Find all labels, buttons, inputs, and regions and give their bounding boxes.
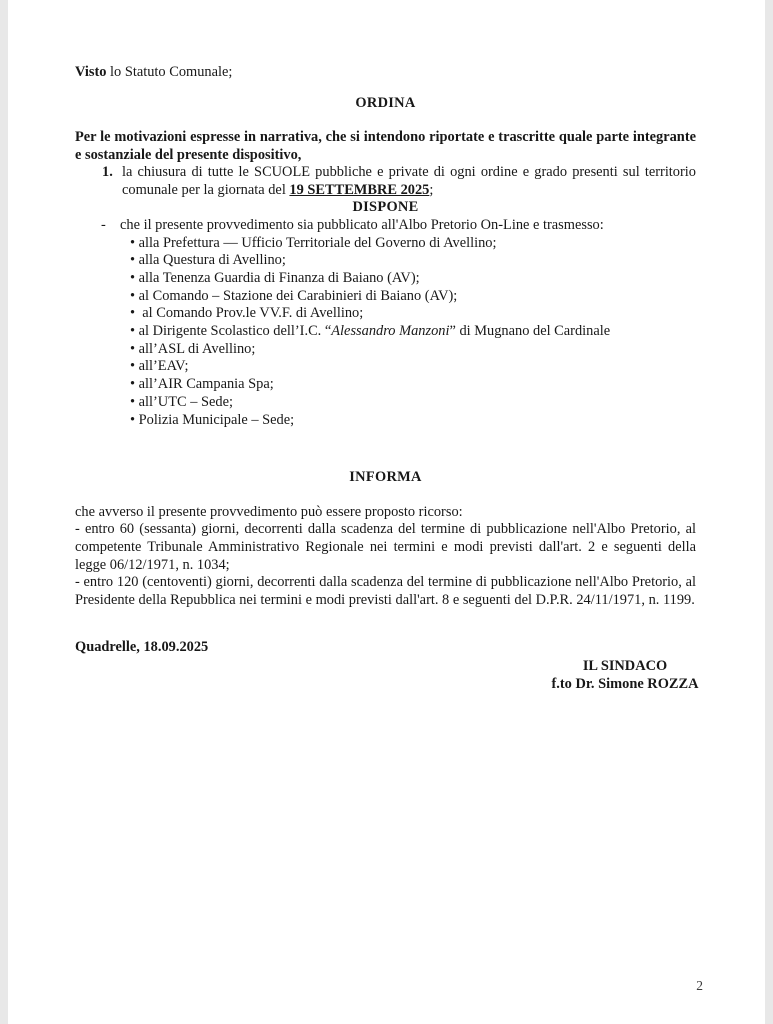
list-item: • alla Tenenza Guardia di Finanza di Baiano (AV); <box>130 269 420 286</box>
list-item: • alla Questura di Avellino; <box>130 252 286 269</box>
signature-title: IL SINDACO <box>582 658 668 675</box>
informa-paragraph-1: - entro 60 (sessanta) giorni, decorrenti dalla scadenza del termine di pubblicazione nell'Albo Pretorio, al competente Tribunale Amministrativo Regionale nei termini e modi previsti dall'art. 2 e seguenti della legge 06/12/1971, n. 1034; <box>75 521 696 573</box>
page-number: 2 <box>696 978 703 993</box>
spacer <box>75 112 696 129</box>
school-prefix: • al Dirigente Scolastico dell’I.C. “ <box>130 323 332 340</box>
informa-lead: che avverso il presente provvedimento può essere proposto ricorso: <box>75 503 463 520</box>
signature-area <box>75 657 699 697</box>
ordina-item-1-suffix: ; <box>429 181 434 198</box>
spacer <box>75 487 696 504</box>
ordina-item-1-date: 19 SETTEMBRE 2025 <box>289 181 430 198</box>
heading-dispone: DISPONE <box>352 199 419 216</box>
signature-place-date: Quadrelle, 18.09.2025 <box>75 639 209 656</box>
list-item: • al Comando Prov.le VV.F. di Avellino; <box>130 305 364 322</box>
list-item: • all’AIR Campania Spa; <box>130 376 274 393</box>
visto-label: Visto <box>75 64 107 80</box>
document-body <box>75 64 699 697</box>
heading-informa: INFORMA <box>349 469 422 486</box>
premise-paragraph: Per le motivazioni espresse in narrativa, che si intendono riportate e trascritte quale parte integrante e sostanziale del presente dispositivo, <box>75 129 696 163</box>
heading-ordina: ORDINA <box>355 94 416 111</box>
list-item-school <box>75 323 696 341</box>
list-item: • all’EAV; <box>130 358 189 375</box>
list-item: • al Comando – Stazione dei Carabinieri di Baiano (AV); <box>130 287 458 304</box>
dispone-lead-text: che il presente provvedimento sia pubblicato all'Albo Pretorio On-Line e trasmesso: <box>120 216 604 233</box>
dispone-lead <box>75 217 696 235</box>
recipients-list <box>75 235 696 430</box>
list-item: • Polizia Municipale – Sede; <box>130 411 295 428</box>
list-item: • all’UTC – Sede; <box>130 393 233 410</box>
school-name: Alessandro Manzoni <box>331 323 450 340</box>
ordina-item-1-marker: 1. <box>102 164 113 181</box>
spacer <box>75 459 696 469</box>
spacer <box>75 609 696 639</box>
school-suffix: ” di Mugnano del Cardinale <box>449 323 611 340</box>
informa-paragraph-2: - entro 120 (centoventi) giorni, decorrenti dalla scadenza del termine di pubblicazione nell'Albo Pretorio, al Presidente della Repubblica nei termini e modi previsti dall'art. 8 e seguenti del D.P.R. 24/11/1971, n. 1199. <box>75 574 696 608</box>
ordina-item-1-text: la chiusura di tutte le SCUOLE pubbliche e private di ogni ordine e grado presenti sul territorio comunale per la giornata del <box>122 164 696 198</box>
document-page <box>8 0 765 1024</box>
signature-name: f.to Dr. Simone ROZZA <box>551 676 699 693</box>
spacer <box>75 429 696 459</box>
visto-line <box>75 64 696 82</box>
list-item: • alla Prefettura — Ufficio Territoriale del Governo di Avellino; <box>130 234 497 251</box>
visto-text: lo Statuto Comunale; <box>106 64 233 80</box>
ordina-item-1 <box>75 164 696 199</box>
signature-block <box>505 657 745 693</box>
dispone-marker: - <box>101 216 106 233</box>
list-item: • all’ASL di Avellino; <box>130 340 256 357</box>
